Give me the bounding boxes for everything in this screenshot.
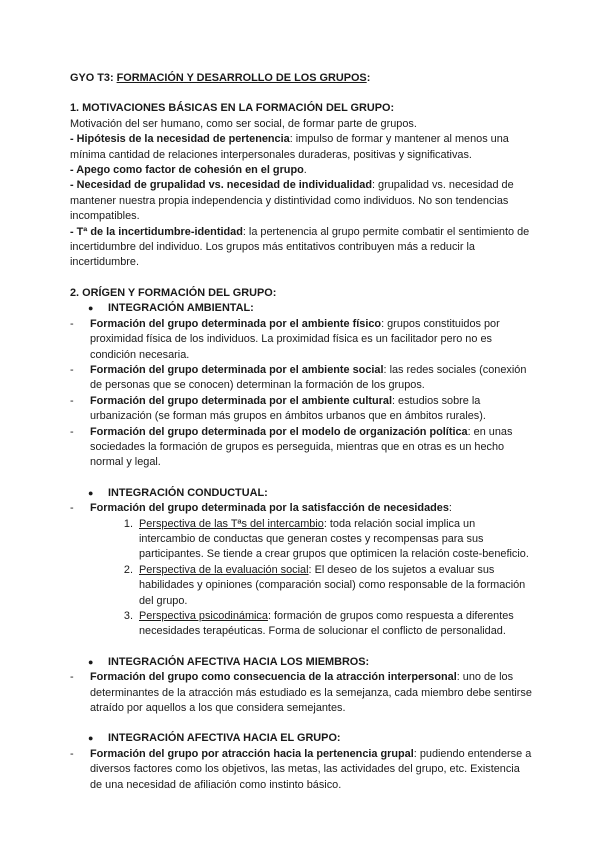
definition: : uno de los determinantes de la atracción más estudiado es la semejanza, cada miembro debe sentirse atraído por aquellos a los que considera semejantes. [90,671,532,715]
item-text [139,517,532,563]
definition: : formación de grupos como respuesta a diferentes necesidades terapéuticas. Forma de solucionar el conflicto de personalidad. [139,610,514,638]
term: Formación del grupo determinada por el ambiente cultural [90,394,392,407]
spacer [70,471,532,486]
dash-marker: - [70,394,74,407]
section-1-paragraph [70,163,532,178]
item-text [90,501,532,516]
bullet-icon: ● [88,733,94,744]
dash-marker: - [70,747,74,760]
dash-item [70,363,532,394]
definition: : toda relación social implica un intercambio de conductas que generan costes y recompensas para sus participantes. Se tiende a crear grupos que optimicen la relación coste-beneficio. [139,517,529,561]
title-prefix: GYO T3: [70,72,117,84]
item-text [90,670,532,716]
dash-item [70,317,532,363]
term: - Necesidad de grupalidad vs. necesidad de individualidad [70,179,372,192]
definition: : impulso de formar y mantener al menos una mínima cantidad de relaciones interpersonales duraderas, positivas y significativas. [70,133,509,161]
spacer [70,640,532,655]
definition: : pudiendo entenderse a diversos factores como los objetivos, las metas, las actividades del grupo, etc. Existencia de una necesidad de afiliación como instinto básico. [90,747,532,791]
document-body [70,71,532,793]
dash-item [70,747,532,793]
subsection-heading: INTEGRACIÓN AFECTIVA HACIA EL GRUPO: [108,732,341,745]
item-text [139,563,532,609]
dash-item [70,501,532,516]
subsection-heading: INTEGRACIÓN AMBIENTAL: [108,302,254,315]
bullet-icon: ● [88,656,94,667]
section-1-heading: 1. MOTIVACIONES BÁSICAS EN LA FORMACIÓN DEL GRUPO: [70,102,395,115]
section-1-paragraph [70,132,532,163]
definition: : la pertenencia al grupo permite combatir el sentimiento de incertidumbre del individuo. Los grupos más entitativos contribuyen más a reducir la incertidumbre. [70,225,530,269]
dash-item [70,394,532,425]
term: Formación del grupo determinada por el ambiente social [90,363,384,376]
section-1-intro: Motivación del ser humano, como ser social, de formar parte de grupos. [70,117,417,130]
item-text [90,425,532,471]
numbered-item [70,563,532,609]
definition: : grupos constituidos por proximidad física de los individuos. La proximidad física es un facilitador pero no es condición necesaria. [90,317,500,361]
definition: : estudios sobre la urbanización (se forman más grupos en ámbitos urbanos que en ámbitos rurales). [90,394,486,423]
spacer [70,271,532,286]
section-1-paragraph [70,178,532,224]
item-text [90,363,532,394]
dash-marker: - [70,363,74,376]
dash-item [70,425,532,471]
subsection-heading: INTEGRACIÓN AFECTIVA HACIA LOS MIEMBROS: [108,655,370,668]
title-suffix: : [366,72,371,84]
numbered-item [70,517,532,563]
spacer [70,716,532,731]
definition: : grupalidad vs. necesidad de mantener nuestra propia independencia y distintividad como individuos. No son tendencias incompatibles. [70,179,514,223]
bullet-icon: ● [88,487,94,498]
dash-marker: - [70,502,74,515]
section-2-heading: 2. ORÍGEN Y FORMACIÓN DEL GRUPO: [70,286,277,299]
definition: : El deseo de los sujetos a evaluar sus habilidades y opiniones (comparación social) como responsable de la formación del grupo. [139,563,526,607]
bullet-heading [88,301,532,316]
term: - Apego como factor de cohesión en el grupo [70,164,304,177]
subsection-heading: INTEGRACIÓN CONDUCTUAL: [108,486,268,499]
bullet-heading [88,655,532,670]
numbered-item [70,609,532,640]
bullet-heading [88,731,532,746]
perspective-name: Perspectiva de la evaluación social [139,563,309,576]
document-title [70,71,532,86]
item-text [90,317,532,363]
perspective-name: Perspectiva de las Tªs del intercambio [139,517,324,530]
definition: . [303,164,307,177]
title-main: FORMACIÓN Y DESARROLLO DE LOS GRUPOS [116,72,367,84]
definition: : en unas sociedades la formación de grupos es perseguida, mientras que en otras es un hecho normal y legal. [90,425,513,469]
item-text [90,747,532,793]
bullet-heading [88,486,532,501]
item-number: 2. [123,563,133,576]
section-1-paragraph [70,225,532,271]
term: Formación del grupo determinada por el ambiente físico [90,317,382,330]
definition: : las redes sociales (conexión de personas que se conocen) determinan la formación de los grupos. [90,363,527,392]
item-text [139,609,532,640]
term: - Tª de la incertidumbre-identidad [70,225,243,238]
spacer [70,86,532,101]
dash-marker: - [70,425,74,438]
item-number: 3. [123,610,133,622]
item-text [90,394,532,425]
term: Formación del grupo determinada por la satisfacción de necesidades [90,502,449,515]
item-number: 1. [123,517,133,530]
term: - Hipótesis de la necesidad de pertenencia [70,133,290,146]
term: Formación del grupo como consecuencia de la atracción interpersonal [90,671,457,684]
dash-marker: - [70,317,74,330]
definition: : [448,502,452,515]
perspective-name: Perspectiva psicodinámica [139,610,268,622]
term: Formación del grupo por atracción hacia la pertenencia grupal [90,747,414,760]
term: Formación del grupo determinada por el modelo de organización política [90,425,468,438]
bullet-icon: ● [88,303,94,314]
dash-item [70,670,532,716]
dash-marker: - [70,671,74,684]
